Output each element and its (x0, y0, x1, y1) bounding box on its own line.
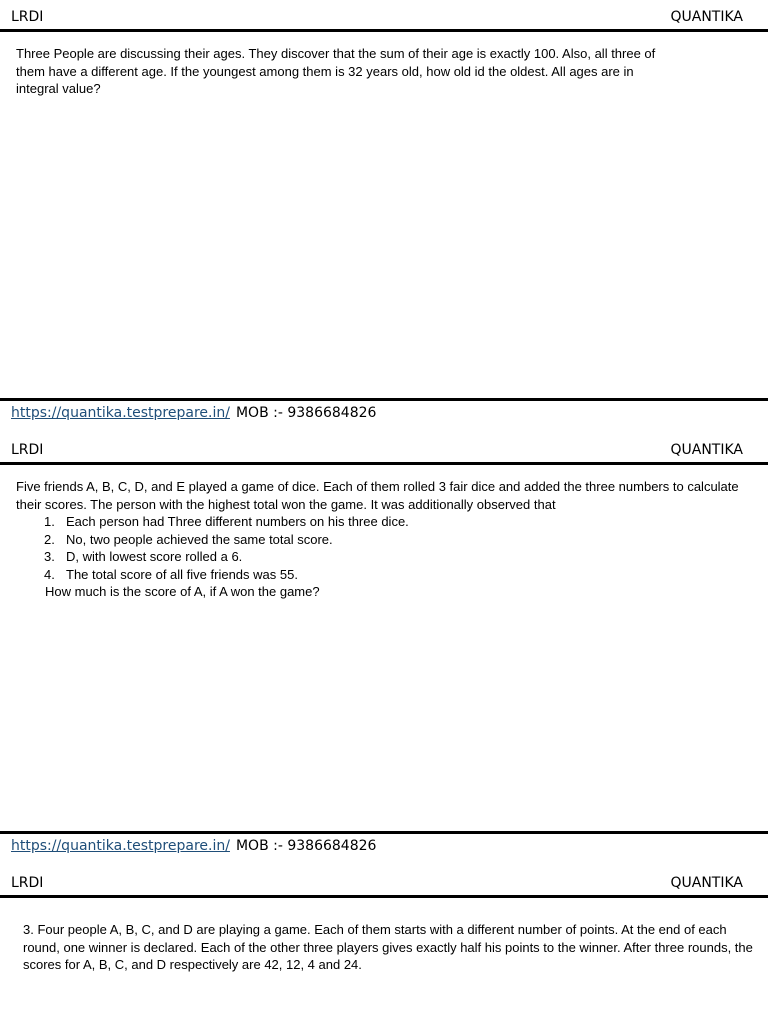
header-brand: QUANTIKA (670, 442, 743, 458)
page-footer (0, 831, 768, 863)
question-intro: Five friends A, B, C, D, and E played a game of dice. Each of them rolled 3 fair dice and added the three numbers to calculate their scores. The person with the highest total won the game. It was additionally observed that (16, 479, 739, 512)
list-text: Each person had Three different numbers on his three dice. (66, 514, 409, 529)
footer-line (11, 405, 376, 421)
list-text: No, two people achieved the same total score. (66, 531, 333, 547)
list-item (44, 531, 746, 549)
list-number: 4. (44, 566, 55, 582)
list-item (44, 513, 746, 531)
list-number: 3. (44, 549, 55, 564)
page-header (0, 866, 768, 898)
list-number: 2. (44, 531, 55, 547)
page-footer (0, 398, 768, 430)
header-section-label: LRDI (11, 442, 44, 458)
footer-line (11, 838, 376, 854)
mobile-number: MOB :- 9386684826 (235, 838, 377, 854)
question-block (16, 478, 746, 601)
question-text: 3. Four people A, B, C, and D are playing a game. Each of them starts with a different number of points. At the end of each round, one winner is declared. Each of the other three players gives exactly half his points to the winner. After three rounds, the scores for A, B, C, and D respectively are 42, 12, 4 and 24. (23, 922, 753, 972)
condition-list (16, 513, 746, 583)
page-header (0, 433, 768, 465)
header-section-label: LRDI (11, 9, 44, 25)
header-section-label: LRDI (11, 875, 44, 891)
question-ask: How much is the score of A, if A won the game? (45, 584, 320, 599)
website-link[interactable]: https://quantika.testprepare.in/ (11, 405, 230, 421)
page-header (0, 0, 768, 32)
question-text: Three People are discussing their ages. They discover that the sum of their age is exactly 100. Also, all three of them have a different age. If the youngest among them is 32 years old, how old id the oldest. All ages are in integral value? (16, 46, 656, 96)
website-link[interactable]: https://quantika.testprepare.in/ (11, 838, 230, 854)
list-item (44, 548, 746, 566)
mobile-number: MOB :- 9386684826 (235, 405, 377, 421)
list-text: D, with lowest score rolled a 6. (66, 549, 243, 564)
list-item (44, 566, 746, 584)
header-brand: QUANTIKA (670, 875, 743, 891)
list-number: 1. (44, 514, 55, 529)
list-text: The total score of all five friends was 55. (66, 566, 298, 582)
header-brand: QUANTIKA (670, 9, 743, 25)
